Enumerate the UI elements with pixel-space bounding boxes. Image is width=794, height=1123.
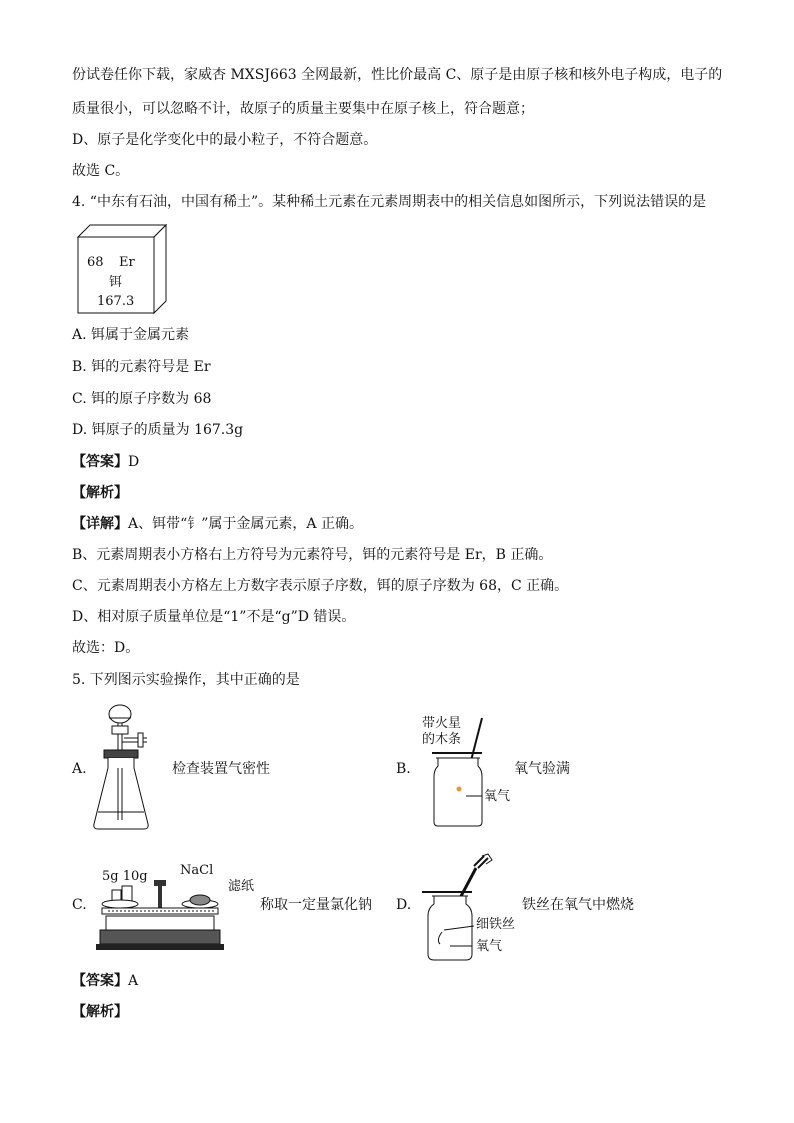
- element-name: 铒: [109, 275, 123, 290]
- q5-option-c-caption: 称取一定量氯化钠: [260, 897, 372, 913]
- detail-label: 【详解】: [72, 516, 128, 532]
- q4-answer: [72, 453, 139, 471]
- q5-option-b-letter: B.: [396, 761, 411, 777]
- b-label-gas: 氧气: [484, 789, 511, 804]
- q4-option-b: B. 铒的元素符号是 Er: [72, 359, 211, 375]
- q5-option-d-caption: 铁丝在氧气中燃烧: [522, 897, 634, 913]
- answer-value: A: [128, 973, 139, 989]
- q5-option-b-caption: 氧气验满: [514, 761, 570, 777]
- iron-wire-figure: [418, 850, 528, 965]
- d-label-gas: 氧气: [476, 939, 503, 954]
- question-5-stem: 5. 下列图示实验操作，其中正确的是: [72, 672, 300, 688]
- c-label-paper: 滤纸: [228, 879, 255, 894]
- gas-bottle-figure: [420, 714, 520, 830]
- flask-apparatus-figure: [92, 702, 172, 832]
- question-4-stem: 4. “中东有石油，中国有稀土”。某种稀土元素在元素周期表中的相关信息如图所示，下列说法错误的是: [72, 194, 707, 210]
- element-mass: 167.3: [97, 294, 135, 309]
- q4-option-c: C. 铒的原子序数为 68: [72, 391, 212, 407]
- q4-option-d: D. 铒原子的质量为 167.3g: [72, 422, 244, 438]
- answer-value: D: [128, 454, 140, 470]
- q4-option-a: A. 铒属于金属元素: [72, 327, 190, 343]
- q4-choose: 故选：D。: [72, 640, 140, 656]
- c-label-weights: 5g 10g: [102, 869, 148, 884]
- element-atomic-number: 68: [87, 255, 104, 270]
- b-label-top1: 带火星: [422, 716, 462, 731]
- text-line: D、原子是化学变化中的最小粒子，不符合题意。: [72, 132, 378, 148]
- detail-text: A、铒带“钅”属于金属元素，A 正确。: [128, 516, 363, 532]
- q4-detail-c: C、元素周期表小方格左上方数字表示原子序数，铒的原子序数为 68，C 正确。: [72, 578, 569, 594]
- balance-figure: [98, 874, 228, 960]
- answer-label: 【答案】: [72, 973, 128, 989]
- b-label-top2: 的木条: [422, 732, 462, 747]
- analysis-label: 【解析】: [72, 1004, 128, 1020]
- q4-detail-a: [72, 515, 363, 533]
- q4-detail-d: D、相对原子质量单位是“1”不是“g”D 错误。: [72, 609, 356, 625]
- text-line: 份试卷任你下载，家威杏 MXSJ663 全网最新，性比价最高 C、原子是由原子核和核外电子构成，电子的: [72, 67, 723, 83]
- q5-option-a-letter: A.: [72, 761, 87, 777]
- element-symbol: Er: [119, 255, 135, 270]
- q4-detail-b: B、元素周期表小方格右上方符号为元素符号，铒的元素符号是 Er，B 正确。: [72, 547, 553, 563]
- q5-answer: [72, 972, 138, 990]
- c-label-nacl: NaCl: [180, 863, 214, 878]
- q5-option-a-caption: 检查装置气密性: [172, 761, 270, 777]
- text-line: 质量很小，可以忽略不计，故原子的质量主要集中在原子核上，符合题意；: [72, 101, 534, 117]
- answer-label: 【答案】: [72, 454, 128, 470]
- d-label-wire: 细铁丝: [476, 917, 516, 932]
- q5-option-c-letter: C.: [72, 897, 87, 913]
- analysis-label: 【解析】: [72, 485, 128, 501]
- q5-option-d-letter: D.: [396, 897, 412, 913]
- text-line: 故选 C。: [72, 163, 130, 179]
